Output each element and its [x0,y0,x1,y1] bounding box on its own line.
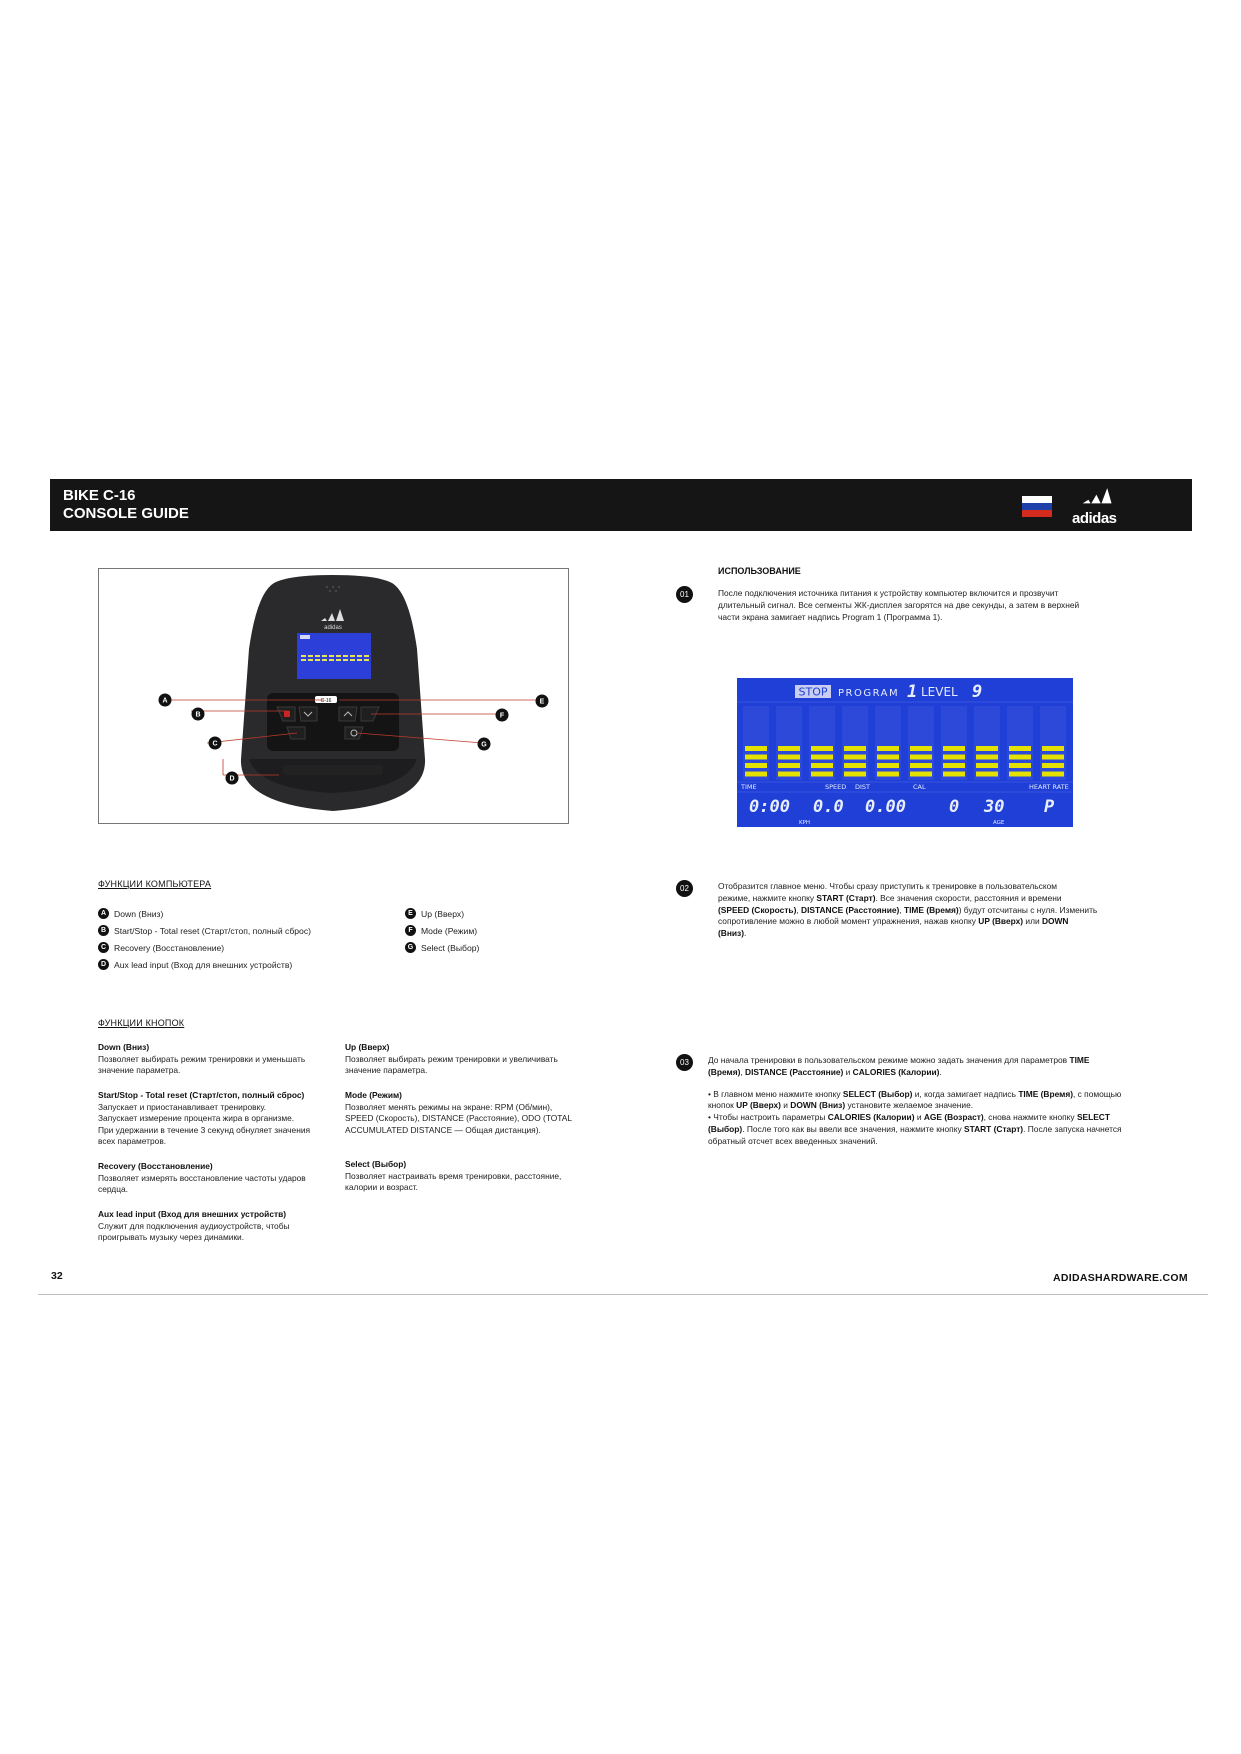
svg-text:C: C [212,740,218,748]
text-bold: START (Старт) [963,1123,1024,1134]
text-bold: CALORIES (Калории) [827,1112,915,1123]
text-bold: TIME [1069,1055,1090,1065]
step-02-text [718,881,1148,940]
text-span: режиме, нажмите кнопку [718,892,817,903]
lcd-sub-age: AGE [993,820,1005,826]
text-bold: DISTANCE (Расстояние) [745,1066,844,1077]
lcd-bar-segment [811,763,833,768]
page-number: 32 [51,1270,63,1282]
button-desc-title: Up (Вверх) [345,1042,390,1052]
function-badge: E [405,908,416,919]
text-span: До начала тренировки в пользовательском режиме можно задать значения для параметров [708,1055,1070,1065]
lcd-bar-segment [745,746,767,751]
lcd-program-number: 1 [907,682,918,702]
text-span: , [899,904,904,915]
text-span: и [780,1100,791,1111]
lcd-value-hr: P [1044,797,1055,817]
lcd-label-speed: SPEED [825,783,847,791]
step-03-line [708,1112,1168,1124]
lcd-bar-segment [778,772,800,777]
step-badge-01: 01 [676,586,693,603]
text-span: или [1023,916,1042,927]
lcd-label-dist: DIST [855,783,871,791]
function-badge: C [98,942,109,953]
text-bold: SELECT (Выбор) [842,1088,913,1099]
title-line-1: BIKE C-16 [63,487,136,504]
lcd-stop-label: STOP [798,685,828,699]
usage-heading: ИСПОЛЬЗОВАНИЕ [718,566,801,576]
text-bold: (SPEED (Скорость) [718,904,797,915]
lcd-value-time: 0:00 [749,797,790,817]
lcd-bar-segment [1009,763,1031,768]
text-span: сопротивление можно в любой момент упражнения, нажав кнопку [718,916,979,927]
text-bold: DISTANCE (Расстояние) [801,904,900,915]
button-desc-title: Aux lead input (Вход для внешних устройств) [98,1209,287,1219]
lcd-bar-segment [1009,772,1031,777]
console-illustration [99,569,568,823]
console-model-label: C-16 [320,698,332,704]
step-badge-02: 02 [676,880,693,897]
lcd-bar-segment [745,763,767,768]
lcd-value-dist: 0.00 [865,797,906,817]
text-span: . После запуска начнется [1023,1123,1122,1134]
text-span: установите желаемое значение. [845,1100,974,1111]
button-desc-title: Select (Выбор) [345,1159,407,1169]
function-item [98,907,311,920]
lcd-value-speed: 0.0 [813,797,844,817]
computer-functions-heading: ФУНКЦИИ КОМПЬЮТЕРА [98,879,212,889]
lcd-bar-segment [844,763,866,768]
lcd-label-heart-rate: HEART RATE [1029,783,1069,791]
lcd-bar-segment [1042,763,1064,768]
lcd-bar-segment [811,755,833,760]
button-desc-text: Позволяет измерять восстановление частоты ударов сердца. [98,1172,306,1194]
button-desc-text: Позволяет выбирать режим тренировки и увеличивать значение параметра. [345,1053,558,1075]
button-desc-down [98,1042,338,1077]
step-02-line [718,928,1148,940]
step-03-text [708,1055,1168,1148]
lcd-label-time: TIME [741,783,757,791]
function-label: Down (Вниз) [114,908,164,919]
button-desc-title: Recovery (Восстановление) [98,1161,213,1171]
lcd-bar-segment [877,763,899,768]
text-span: • Чтобы настроить параметры [708,1112,828,1123]
function-badge: A [98,908,109,919]
button-desc-title: Start/Stop - Total reset (Старт/стоп, полный сброс) [98,1090,305,1100]
text-span: и [914,1112,924,1123]
button-desc-start-stop [98,1090,338,1148]
button-desc-text: Позволяет менять режимы на экране: RPM (Об/мин), SPEED (Скорость), DISTANCE (Расстояние), ODO (TOTAL ACCUMULATED DISTANCE — Общая дистанция). [345,1101,573,1135]
svg-text:A: A [162,697,168,705]
button-desc-recovery [98,1161,338,1196]
lcd-bar-segment [943,772,965,777]
lcd-bar-segment [1009,746,1031,751]
text-bold: DOWN [1041,916,1069,927]
text-span: , [796,904,802,915]
text-bold: CALORIES (Калории) [852,1066,940,1077]
lcd-bar-segment [976,772,998,777]
text-span: • В главном меню нажмите кнопку [708,1088,843,1099]
text-span: ) будут отсчитаны с нуля. Изменить [958,904,1098,915]
adidas-logo-icon [1074,486,1126,512]
button-desc-text: Служит для подключения аудиоустройств, чтобы проигрывать музыку через динамики. [98,1220,290,1242]
computer-functions-left [98,907,311,971]
lcd-bar-segment [910,763,932,768]
step-badge-03: 03 [676,1054,693,1071]
lcd-bar-segment [778,763,800,768]
function-label: Start/Stop - Total reset (Старт/стоп, полный сброс) [114,925,311,936]
lcd-bar-segment [943,763,965,768]
step-03-line: обратный отсчет всех введенных значений. [708,1135,878,1146]
footer-divider [38,1294,1208,1295]
lcd-level-number: 9 [972,682,983,702]
lcd-value-cal: 0 [949,797,960,817]
function-item [405,907,479,920]
function-item [98,924,311,937]
lcd-bar-segment [778,755,800,760]
step-02-line: Отобразится главное меню. Чтобы сразу приступить к тренировке в пользовательском [718,881,1058,891]
lcd-bar-segment [1009,755,1031,760]
step-03-line [708,1055,1168,1067]
function-item [98,958,311,971]
lcd-bar-segment [811,772,833,777]
lcd-bar-segment [1042,772,1064,777]
function-badge: F [405,925,416,936]
text-span: . [939,1066,942,1077]
lcd-graphic [737,678,1073,827]
step-01-line: длительный сигнал. Все сегменты ЖК-дисплея загорятся на две секунды, а затем в верхней [718,599,1080,610]
text-bold: (Вниз) [718,928,744,939]
lcd-bar-segment [877,746,899,751]
lcd-display [737,678,1073,827]
lcd-bar-segment [976,746,998,751]
button-desc-title: Mode (Режим) [345,1090,402,1100]
text-bold: AGE (Возраст) [923,1112,984,1123]
button-desc-up [345,1042,585,1077]
function-badge: D [98,959,109,970]
text-bold: START (Старт) [816,892,876,903]
svg-text:B: B [195,711,201,719]
function-badge: G [405,942,416,953]
text-bold: TIME (Время) [1018,1088,1074,1099]
svg-text:F: F [499,712,505,720]
text-span: , [740,1066,746,1077]
text-span: . [744,928,747,939]
lcd-bar-segment [877,772,899,777]
svg-text:D: D [229,775,235,783]
step-03-line [708,1100,1168,1112]
lcd-value-age: 30 [984,797,1005,817]
text-bold: UP (Вверх) [978,916,1024,927]
function-label: Up (Вверх) [421,908,465,919]
lcd-bar-segment [778,746,800,751]
lcd-bar-segment [745,755,767,760]
lcd-bar-segment [943,755,965,760]
button-desc-text: Позволяет настраивать время тренировки, расстояние, калории и возраст. [345,1170,562,1192]
lcd-bar-segment [910,755,932,760]
text-span: . Все значения скорости, расстояния и времени [875,892,1062,903]
text-span: . После того как вы ввели все значения, нажмите кнопку [742,1123,964,1134]
step-02-line [718,916,1148,928]
lcd-bar-segment [844,755,866,760]
text-span: , с помощью [1073,1088,1122,1099]
function-item [98,941,311,954]
text-span: и [843,1066,853,1077]
step-03-line [708,1089,1168,1101]
svg-text:G: G [481,741,487,749]
function-label: Aux lead input (Вход для внешних устройств) [114,959,293,970]
text-bold: (Выбор) [708,1123,743,1134]
step-02-line [718,905,1148,917]
lcd-bar-segment [844,772,866,777]
step-03-line [708,1067,1168,1079]
adidas-wordmark: adidas [1072,510,1117,527]
lcd-bar-segment [811,746,833,751]
step-01-line: После подключения источника питания к устройству компьютер включится и прозвучит [718,588,1059,598]
step-01-text [718,588,1138,623]
header-title [63,487,189,523]
step-01-line: части экрана замигает надпись Program 1 (Программа 1). [718,611,943,622]
button-desc-text: Позволяет выбирать режим тренировки и уменьшать значение параметра. [98,1053,306,1075]
step-02-line [718,893,1148,905]
lcd-level-label: LEVEL [921,685,958,699]
lcd-bar-segment [976,763,998,768]
button-desc-text: Запускает и приостанавливает тренировку. Запускает измерение процента жира в организме. При удержании в течение 3 секунд обнуляет значения всех параметров. [98,1101,311,1146]
button-functions-heading: ФУНКЦИИ КНОПОК [98,1018,185,1028]
button-desc-select [345,1159,585,1194]
lcd-bar-segment [745,772,767,777]
text-bold: TIME (Время) [903,904,959,915]
footer-url: ADIDASHARDWARE.COM [1053,1272,1188,1284]
russia-flag-icon [1022,496,1052,517]
lcd-bar-segment [1042,746,1064,751]
step-03-line [708,1124,1168,1136]
lcd-sub-kph: KPH [799,820,811,826]
text-span: и, когда замигает надпись [912,1088,1019,1099]
button-desc-aux [98,1209,338,1244]
lcd-program-label: PROGRAM [838,688,900,699]
console-logo-text: adidas [324,625,342,631]
function-label: Recovery (Восстановление) [114,942,225,953]
function-item [405,941,479,954]
lcd-bar-segment [943,746,965,751]
lcd-label-cal: CAL [913,783,926,791]
function-label: Mode (Режим) [421,925,478,936]
lcd-bar-segment [877,755,899,760]
text-bold: (Время) [708,1066,741,1077]
lcd-bar-segment [910,746,932,751]
text-bold: DOWN (Вниз) [790,1100,846,1111]
svg-text:E: E [539,698,545,706]
text-span: , снова нажмите кнопку [983,1112,1077,1123]
function-label: Select (Выбор) [421,942,480,953]
button-desc-mode [345,1090,585,1136]
title-line-2: CONSOLE GUIDE [63,505,189,522]
lcd-bar-segment [1042,755,1064,760]
button-desc-title: Down (Вниз) [98,1042,150,1052]
lcd-bar-segment [844,746,866,751]
computer-functions-right [405,907,479,954]
header-bar [50,479,1192,531]
function-item [405,924,479,937]
lcd-bar-segment [976,755,998,760]
text-bold: SELECT [1076,1112,1110,1123]
text-span: кнопок [708,1100,737,1111]
text-bold: UP (Вверх) [736,1100,781,1111]
function-badge: B [98,925,109,936]
lcd-bar-segment [910,772,932,777]
